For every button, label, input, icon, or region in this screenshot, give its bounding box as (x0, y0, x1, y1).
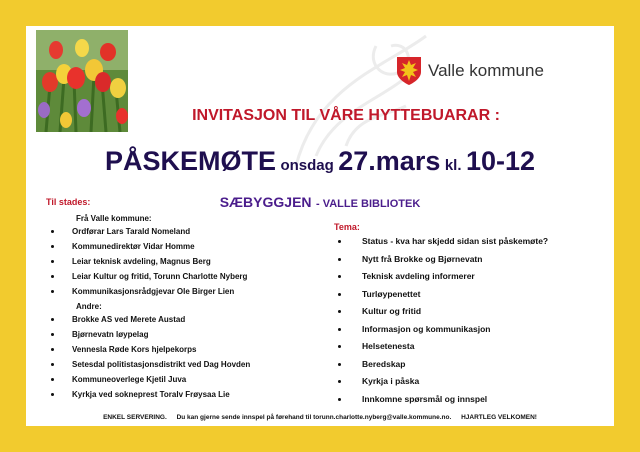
event-headline (26, 146, 614, 177)
list-item: Kyrkja ved sokneprest Toralv Frøysaa Lie (47, 387, 250, 402)
list-item: Kommunedirektør Vidar Homme (47, 239, 247, 254)
attendees-group1-list (47, 224, 247, 299)
list-item: Kommuneoverlege Kjetil Juva (47, 372, 250, 387)
event-venue (26, 194, 614, 212)
footer-welcome: HJARTLEG VELKOMEN! (461, 414, 537, 421)
list-item: Bjørnevatn løypelag (47, 327, 250, 342)
list-item: Helsetenesta (334, 338, 548, 356)
footer-contact-note: Du kan gjerne sende innspel på førehand til torunn.charlotte.nyberg@valle.kommune.no. (176, 414, 452, 421)
list-item: Vennesla Røde Kors hjelpekorps (47, 342, 250, 357)
event-date: 27.mars (338, 146, 441, 176)
list-item: Kommunikasjonsrådgjevar Ole Birger Lien (47, 284, 247, 299)
list-item: Kultur og fritid (334, 303, 548, 321)
valle-kommune-logo (396, 56, 544, 86)
valle-coat-of-arms-icon (396, 56, 422, 86)
list-item: Beredskap (334, 356, 548, 374)
attendees-group2-list (47, 312, 250, 402)
list-item: Kyrkja i påska (334, 373, 548, 391)
list-item: Turløypenettet (334, 286, 548, 304)
venue-library: - VALLE BIBLIOTEK (315, 198, 421, 210)
topics-heading: Tema: (334, 222, 360, 232)
venue-place: SÆBYGGJEN (219, 194, 312, 210)
list-item: Nytt frå Brokke og Bjørnevatn (334, 251, 548, 269)
attendees-heading: Til stades: (46, 197, 91, 207)
poster-sheet (26, 26, 614, 426)
topics-list (334, 233, 548, 408)
list-item: Ordførar Lars Tarald Nomeland (47, 224, 247, 239)
list-item: Leiar teknisk avdeling, Magnus Berg (47, 254, 247, 269)
logo-text: Valle kommune (428, 61, 544, 80)
list-item: Status - kva har skjedd sidan sist påskemøte? (334, 233, 548, 251)
invitation-heading: INVITASJON TIL VÅRE HYTTEBUARAR : (192, 107, 500, 124)
list-item: Teknisk avdeling informerer (334, 268, 548, 286)
footer-serving: ENKEL SERVERING. (103, 414, 167, 421)
event-weekday: onsdag (280, 157, 334, 174)
event-kl: kl. (444, 157, 462, 174)
attendees-group2-label: Andre: (76, 302, 102, 311)
event-time: 10-12 (465, 146, 536, 176)
event-title: PÅSKEMØTE (104, 146, 277, 176)
footer-note (26, 414, 614, 421)
list-item: Informasjon og kommunikasjon (334, 321, 548, 339)
list-item: Setesdal politistasjonsdistrikt ved Dag Hovden (47, 357, 250, 372)
list-item: Brokke AS ved Merete Austad (47, 312, 250, 327)
list-item: Leiar Kultur og fritid, Torunn Charlotte Nyberg (47, 269, 247, 284)
attendees-group1-label: Frå Valle kommune: (76, 214, 152, 223)
list-item: Innkomne spørsmål og innspel (334, 391, 548, 409)
